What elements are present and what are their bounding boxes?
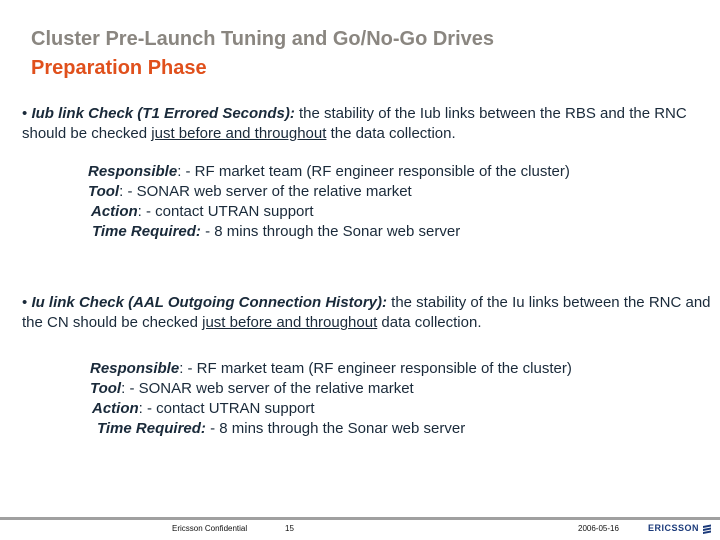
footer-page-number: 15 <box>285 524 294 533</box>
bullet-heading: Iub link Check (T1 Errored Seconds): <box>31 105 295 122</box>
bullet-text-end: data collection. <box>377 314 482 331</box>
ericsson-logo-icon <box>702 524 712 534</box>
footer-confidential: Ericsson Confidential <box>172 524 248 533</box>
slide-title: Cluster Pre-Launch Tuning and Go/No-Go Drives <box>31 28 494 50</box>
bullet-underlined-text: just before and throughout <box>151 125 327 142</box>
footer-date: 2006-05-16 <box>578 524 619 533</box>
bullet-iu-link-check <box>22 293 712 333</box>
action-row: Action: - contact UTRAN support <box>92 400 315 417</box>
tool-row: Tool: - SONAR web server of the relative market <box>88 183 412 200</box>
footer-divider <box>0 517 720 520</box>
bullet-marker: • <box>22 105 28 122</box>
responsible-row: Responsible: - RF market team (RF engineer responsible of the cluster) <box>88 163 570 180</box>
bullet-heading: Iu link Check (AAL Outgoing Connection History): <box>31 294 387 311</box>
action-row: Action: - contact UTRAN support <box>91 203 314 220</box>
time-row: Time Required: - 8 mins through the Sonar web server <box>97 420 466 437</box>
time-row: Time Required: - 8 mins through the Sonar web server <box>92 223 461 240</box>
bullet-text-end: the data collection. <box>326 125 456 142</box>
logo-text: ERICSSON <box>648 523 700 533</box>
slide-subtitle: Preparation Phase <box>31 57 207 79</box>
details-iu <box>90 359 650 439</box>
tool-row: Tool: - SONAR web server of the relative market <box>90 380 414 397</box>
bullet-marker: • <box>22 294 28 311</box>
bullet-iub-link-check <box>22 104 712 144</box>
bullet-text: the stability of the Iu links between the RNC and the CN should be checked <box>22 294 711 331</box>
ericsson-logo <box>648 522 712 534</box>
details-iub <box>88 162 648 242</box>
responsible-row: Responsible: - RF market team (RF engineer responsible of the cluster) <box>90 360 572 377</box>
bullet-text: the stability of the Iub links between the RBS and the RNC should be checked <box>22 105 687 142</box>
bullet-underlined-text: just before and throughout <box>202 314 378 331</box>
